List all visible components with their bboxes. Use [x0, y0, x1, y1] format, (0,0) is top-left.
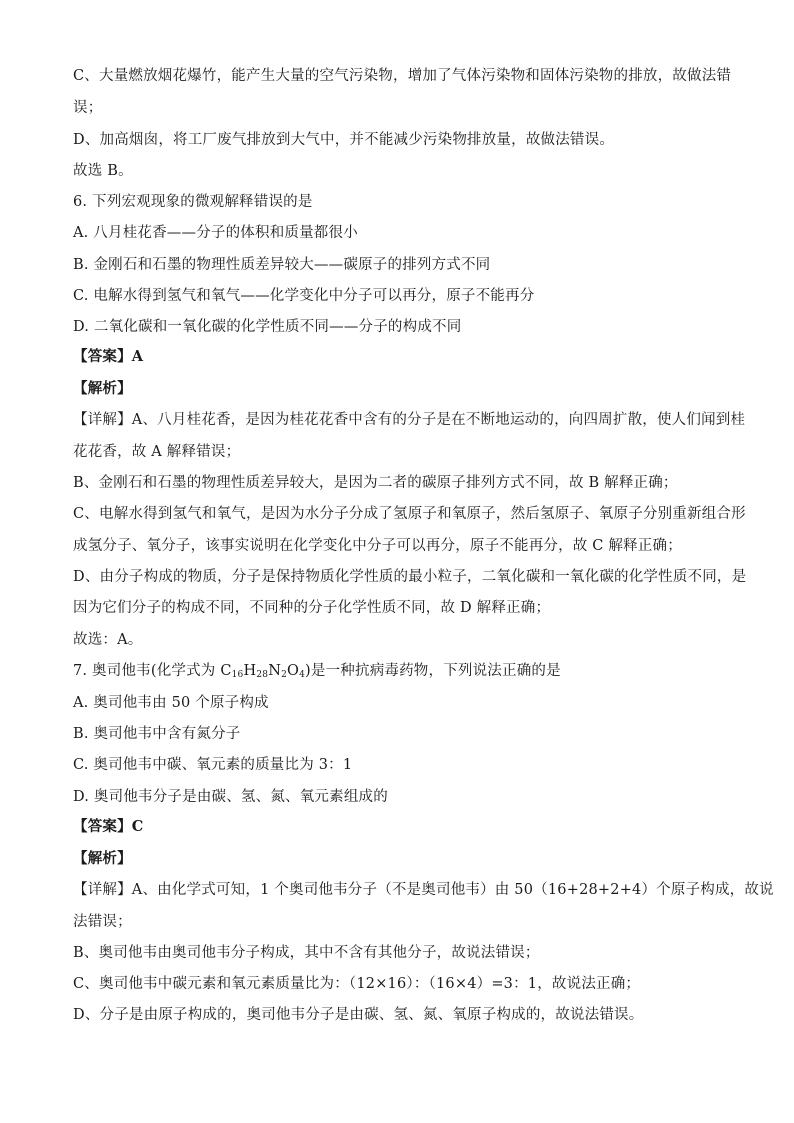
text-line: C、大量燃放烟花爆竹，能产生大量的空气污染物，增加了气体污染物和固体污染物的排放，故做法错 [73, 68, 732, 84]
text-line: 【详解】A、由化学式可知，1 个奥司他韦分子（不是奥司他韦）由 50（16+28+2+4）个原子构成，故说 [73, 882, 774, 898]
text-line: D、加高烟囱，将工厂废气排放到大气中，并不能减少污染物排放量，故做法错误。 [73, 132, 615, 148]
text-line: 法错误； [73, 914, 132, 930]
analysis-label: 【解析】 [73, 850, 132, 867]
element-symbol: H [243, 663, 257, 679]
chemical-formula [220, 663, 305, 679]
option-b: B. 金刚石和石墨的物理性质差异较大——碳原子的排列方式不同 [73, 257, 491, 273]
text-line: 故选：A。 [73, 632, 143, 648]
option-c: C. 奥司他韦中碳、氧元素的质量比为 3：1 [73, 757, 353, 773]
question-7-stem [73, 661, 723, 681]
option-c: C. 电解水得到氢气和氧气——化学变化中分子可以再分，原子不能再分 [73, 288, 535, 304]
text-line: 花花香，故 A 解释错误； [73, 444, 241, 460]
subscript: 16 [231, 670, 244, 680]
text-line: D、分子是由原子构成的，奥司他韦分子是由碳、氢、氮、氧原子构成的，故说法错误。 [73, 1007, 644, 1023]
option-d: D. 奥司他韦分子是由碳、氢、氮、氧元素组成的 [73, 789, 388, 805]
text-line: 因为它们分子的构成不同，不同种的分子化学性质不同，故 D 解释正确； [73, 600, 551, 616]
option-a: A. 八月桂花香——分子的体积和质量都很小 [73, 225, 358, 241]
option-b: B. 奥司他韦中含有氮分子 [73, 726, 241, 742]
question-7-prefix: 7. 奥司他韦(化学式为 [73, 663, 221, 679]
option-d: D. 二氧化碳和一氧化碳的化学性质不同——分子的构成不同 [73, 319, 462, 335]
text-line: C、奥司他韦中碳元素和氧元素质量比为：（12×16）：（16×4）=3：1，故说法正确； [73, 976, 641, 992]
analysis-label: 【解析】 [73, 380, 132, 397]
question-6-stem: 6. 下列宏观现象的微观解释错误的是 [73, 194, 313, 210]
option-a: A. 奥司他韦由 50 个原子构成 [73, 695, 269, 711]
subscript: 4 [299, 670, 306, 680]
text-line: 故选 B。 [73, 163, 133, 179]
subscript: 28 [256, 670, 269, 680]
text-line: 误； [73, 100, 103, 116]
answer-label: 【答案】C [73, 818, 144, 835]
text-line: B、奥司他韦由奥司他韦分子构成，其中不含有其他分子，故说法错误； [73, 945, 540, 961]
element-symbol: O [287, 663, 300, 679]
element-symbol: N [268, 663, 282, 679]
answer-label: 【答案】A [73, 348, 144, 365]
text-line: C、电解水得到氢气和氧气，是因为水分子分成了氢原子和氧原子，然后氢原子、氧原子分别重新组合形 [73, 506, 746, 522]
text-line: 成氢分子、氧分子，该事实说明在化学变化中分子可以再分，原子不能再分，故 C 解释正确； [73, 538, 682, 554]
subscript: 2 [281, 670, 288, 680]
text-line: B、金刚石和石墨的物理性质差异较大，是因为二者的碳原子排列方式不同，故 B 解释正确； [73, 475, 678, 491]
text-line: 【详解】A、八月桂花香，是因为桂花花香中含有的分子是在不断地运动的，向四周扩散，使人们闻到桂 [73, 412, 746, 428]
text-line: D、由分子构成的物质，分子是保持物质化学性质的最小粒子，二氧化碳和一氧化碳的化学性质不同，是 [73, 569, 747, 585]
element-symbol: C [220, 663, 232, 679]
question-7-suffix: )是一种抗病毒药物，下列说法正确的是 [305, 663, 561, 679]
